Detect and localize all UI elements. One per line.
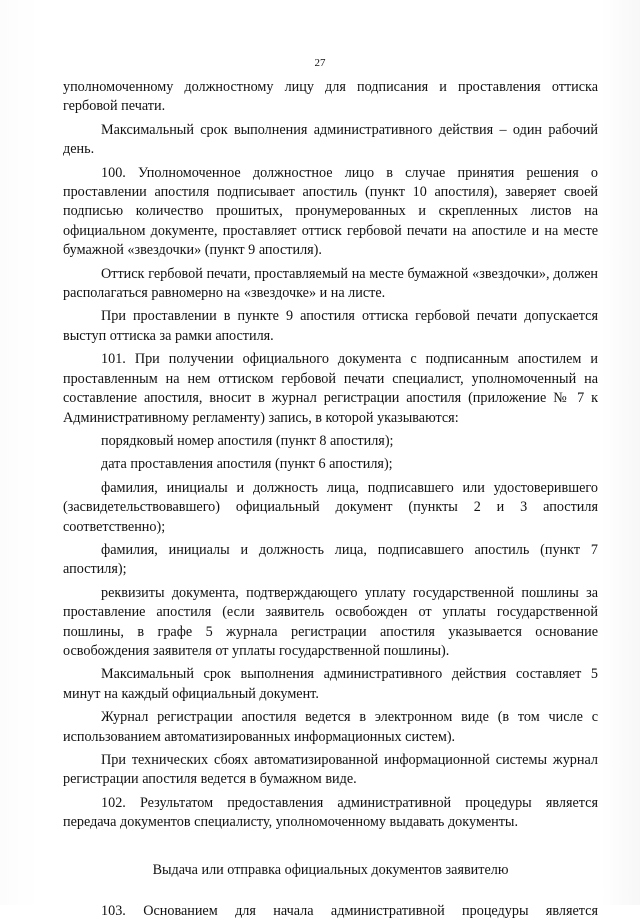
paragraph: Максимальный срок выполнения административного действия составляет 5 минут на каждый официальный документ. [63,666,598,702]
list-item: дата проставления апостиля (пункт 6 апостиля); [101,456,393,473]
paragraph: Оттиск гербовой печати, проставляемый на месте бумажной «звездочки», должен располагаться равномерно на «звездочке» и на листе. [63,265,598,302]
list-item: фамилия, инициалы и должность лица, подписавшего апостиль (пункт 7 апостиля); [63,541,598,578]
section-heading: Выдача или отправка официальных документов заявителю [152,861,509,878]
paragraph: Журнал регистрации апостиля ведется в электронном виде (в том числе с использованием автоматизированных информационных систем). [63,709,598,745]
paragraph: 100. Уполномоченное должностное лицо в случае принятия решения о проставлении апостиля подписывает апостиль (пункт 10 апостиля), заверяет своей подписью количество прошитых, пронумерованных и скрепленных листов на официальном документе, проставляет оттиск гербовой печати на апостиле и на месте бумажной «звездочки» (пункт 9 апостиля). [63,164,598,259]
paragraph: уполномоченному должностному лицу для подписания и проставления оттиска гербовой печати. [63,79,598,115]
paragraph: Максимальный срок выполнения административного действия – один рабочий день. [63,121,598,158]
list-item: фамилия, инициалы и должность лица, подписавшего или удостоверившего (засвидетельствовавшего) официальный документ (пункты 2 и 3 апостиля соответственно); [63,479,598,535]
paragraph: 102. Результатом предоставления административной процедуры является передача документов специалисту, уполномоченному выдавать документы. [63,794,598,831]
list-item: порядковый номер апостиля (пункт 8 апостиля); [101,432,394,449]
page-number: 27 [314,57,326,69]
list-item: реквизиты документа, подтверждающего уплату государственной пошлины за проставление апостиля (если заявитель освобожден от уплаты государственной пошлины, в графе 5 журнала регистрации апостиля указывается основание освобождения заявителя от уплаты государственной пошлины). [63,584,598,659]
paragraph: 103. Основанием для начала административной процедуры является [101,903,598,920]
document-body [63,78,598,921]
paragraph: При проставлении в пункте 9 апостиля оттиска гербовой печати допускается выступ оттиска за рамки апостиля. [63,308,598,344]
paragraph: При технических сбоях автоматизированной информационной системы журнал регистрации апостиля ведется в бумажном виде. [63,752,598,788]
paragraph: 101. При получении официального документа с подписанным апостилем и проставленным на нем оттиском гербовой печати специалист, уполномоченный на составление апостиля, вносит в журнал регистрации апостиля (приложение № 7 к Административному регламенту) запись, в которой указываются: [63,351,598,426]
